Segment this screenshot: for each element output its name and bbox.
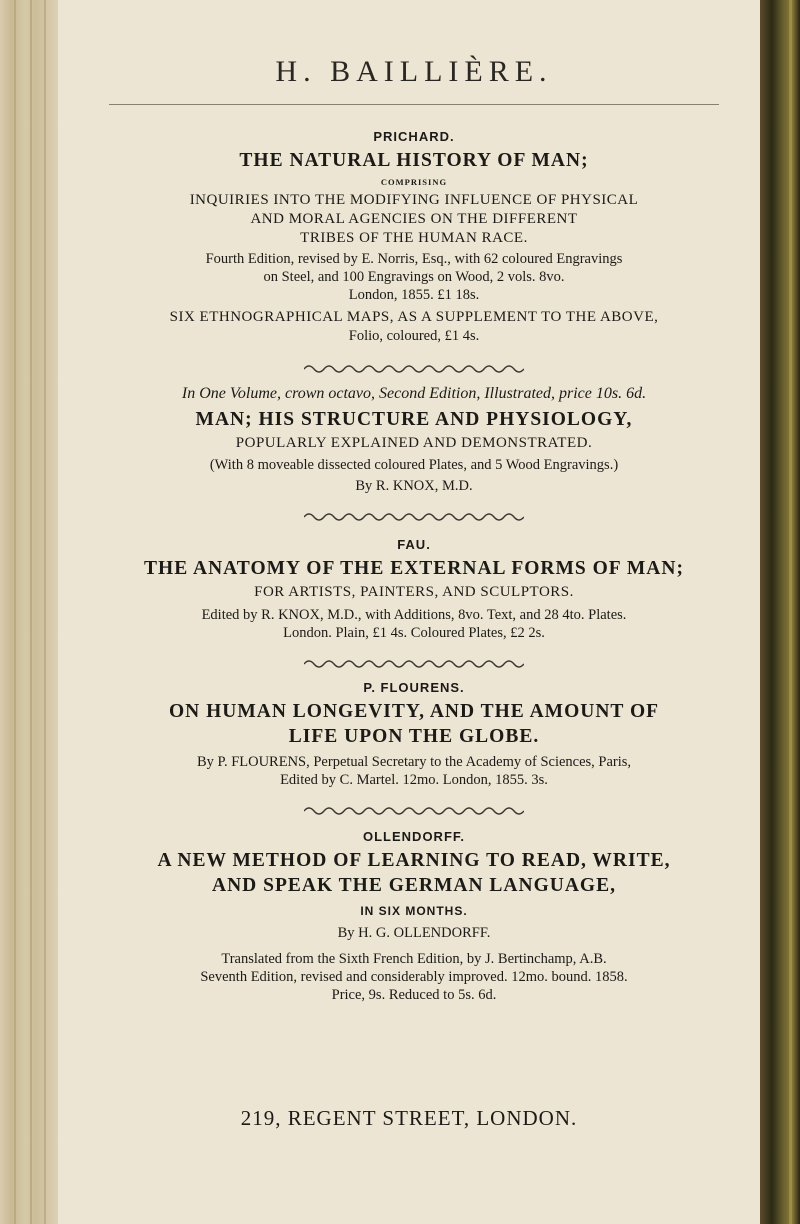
gutter-line [14,0,16,1224]
entry-flourens [82,680,746,789]
publisher-header: H. BAILLIÈRE. [275,55,553,88]
book-title: ON HUMAN LONGEVITY, AND THE AMOUNT OF [168,701,660,722]
entry-knox-man [82,385,746,495]
entry-prichard [82,129,746,345]
connector-text: COMPRISING [380,177,448,187]
publisher-address: 219, REGENT STREET, LONDON. [240,1106,578,1130]
supplement-detail: Folio, coloured, £1 4s. [348,328,480,344]
supplement-line: SIX ETHNOGRAPHICAL MAPS, AS A SUPPLEMENT TO THE ABOVE, [169,309,659,325]
author-label: OLLENDORFF. [363,829,465,844]
details-line: Edited by R. KNOX, M.D., with Additions, 8vo. Text, and 28 4to. Plates. [201,607,627,623]
book-title: LIFE UPON THE GLOBE. [288,726,540,747]
author-label: PRICHARD. [373,129,455,144]
book-title: THE NATURAL HISTORY OF MAN; [239,150,589,171]
details-line: Edited by C. Martel. 12mo. London, 1855. 3s. [280,772,548,788]
details-line: Seventh Edition, revised and considerably improved. 12mo. bound. 1858. [200,969,628,985]
subtitle-line: FOR ARTISTS, PAINTERS, AND SCULPTORS. [254,584,574,600]
details-line: on Steel, and 100 Engravings on Wood, 2 vols. 8vo. [263,269,565,285]
details-line: London, 1855. £1 18s. [348,287,480,303]
subtitle-line: POPULARLY EXPLAINED AND DEMONSTRATED. [235,435,593,451]
book-gutter [0,0,58,1224]
book-title: AND SPEAK THE GERMAN LANGUAGE, [212,875,616,896]
intro-line: In One Volume, crown octavo, Second Edition, Illustrated, price 10s. 6d. [181,385,647,402]
entry-ollendorff [82,829,746,1004]
gutter-line [44,0,46,1224]
byline: By H. G. OLLENDORFF. [337,925,491,941]
details-line: Translated from the Sixth French Edition, by J. Bertinchamp, A.B. [221,951,607,967]
book-title: MAN; HIS STRUCTURE AND PHYSIOLOGY, [195,409,633,430]
details-line: Price, 9s. Reduced to 5s. 6d. [331,987,497,1003]
header-rule [109,104,720,105]
details-line: London. Plain, £1 4s. Coloured Plates, £2 2s. [283,625,545,641]
entry-fau [82,537,746,642]
subtitle-line: AND MORAL AGENCIES ON THE DIFFERENT [250,211,578,227]
details-line: (With 8 moveable dissected coloured Plates, and 5 Wood Engravings.) [209,457,619,473]
book-binding [760,0,800,1224]
byline: By R. KNOX, M.D. [355,478,473,494]
wavy-divider [82,658,746,670]
wavy-divider [82,805,746,817]
author-label: P. FLOURENS. [363,680,465,695]
book-title: A NEW METHOD OF LEARNING TO READ, WRITE, [157,850,671,871]
gutter-line [30,0,32,1224]
binding-stripe [789,0,792,1224]
details-line: Fourth Edition, revised by E. Norris, Esq., with 62 coloured Engravings [205,251,623,267]
subtitle-line: INQUIRIES INTO THE MODIFYING INFLUENCE OF PHYSICAL [189,192,639,208]
wavy-divider [82,363,746,375]
page-content [82,52,746,1004]
subtitle-line: IN SIX MONTHS. [360,904,468,918]
subtitle-line: TRIBES OF THE HUMAN RACE. [300,230,528,246]
book-page [58,0,760,1224]
wavy-divider [82,511,746,523]
author-label: FAU. [397,537,431,552]
details-line: By P. FLOURENS, Perpetual Secretary to the Academy of Sciences, Paris, [196,754,632,770]
book-title: THE ANATOMY OF THE EXTERNAL FORMS OF MAN; [144,558,684,579]
